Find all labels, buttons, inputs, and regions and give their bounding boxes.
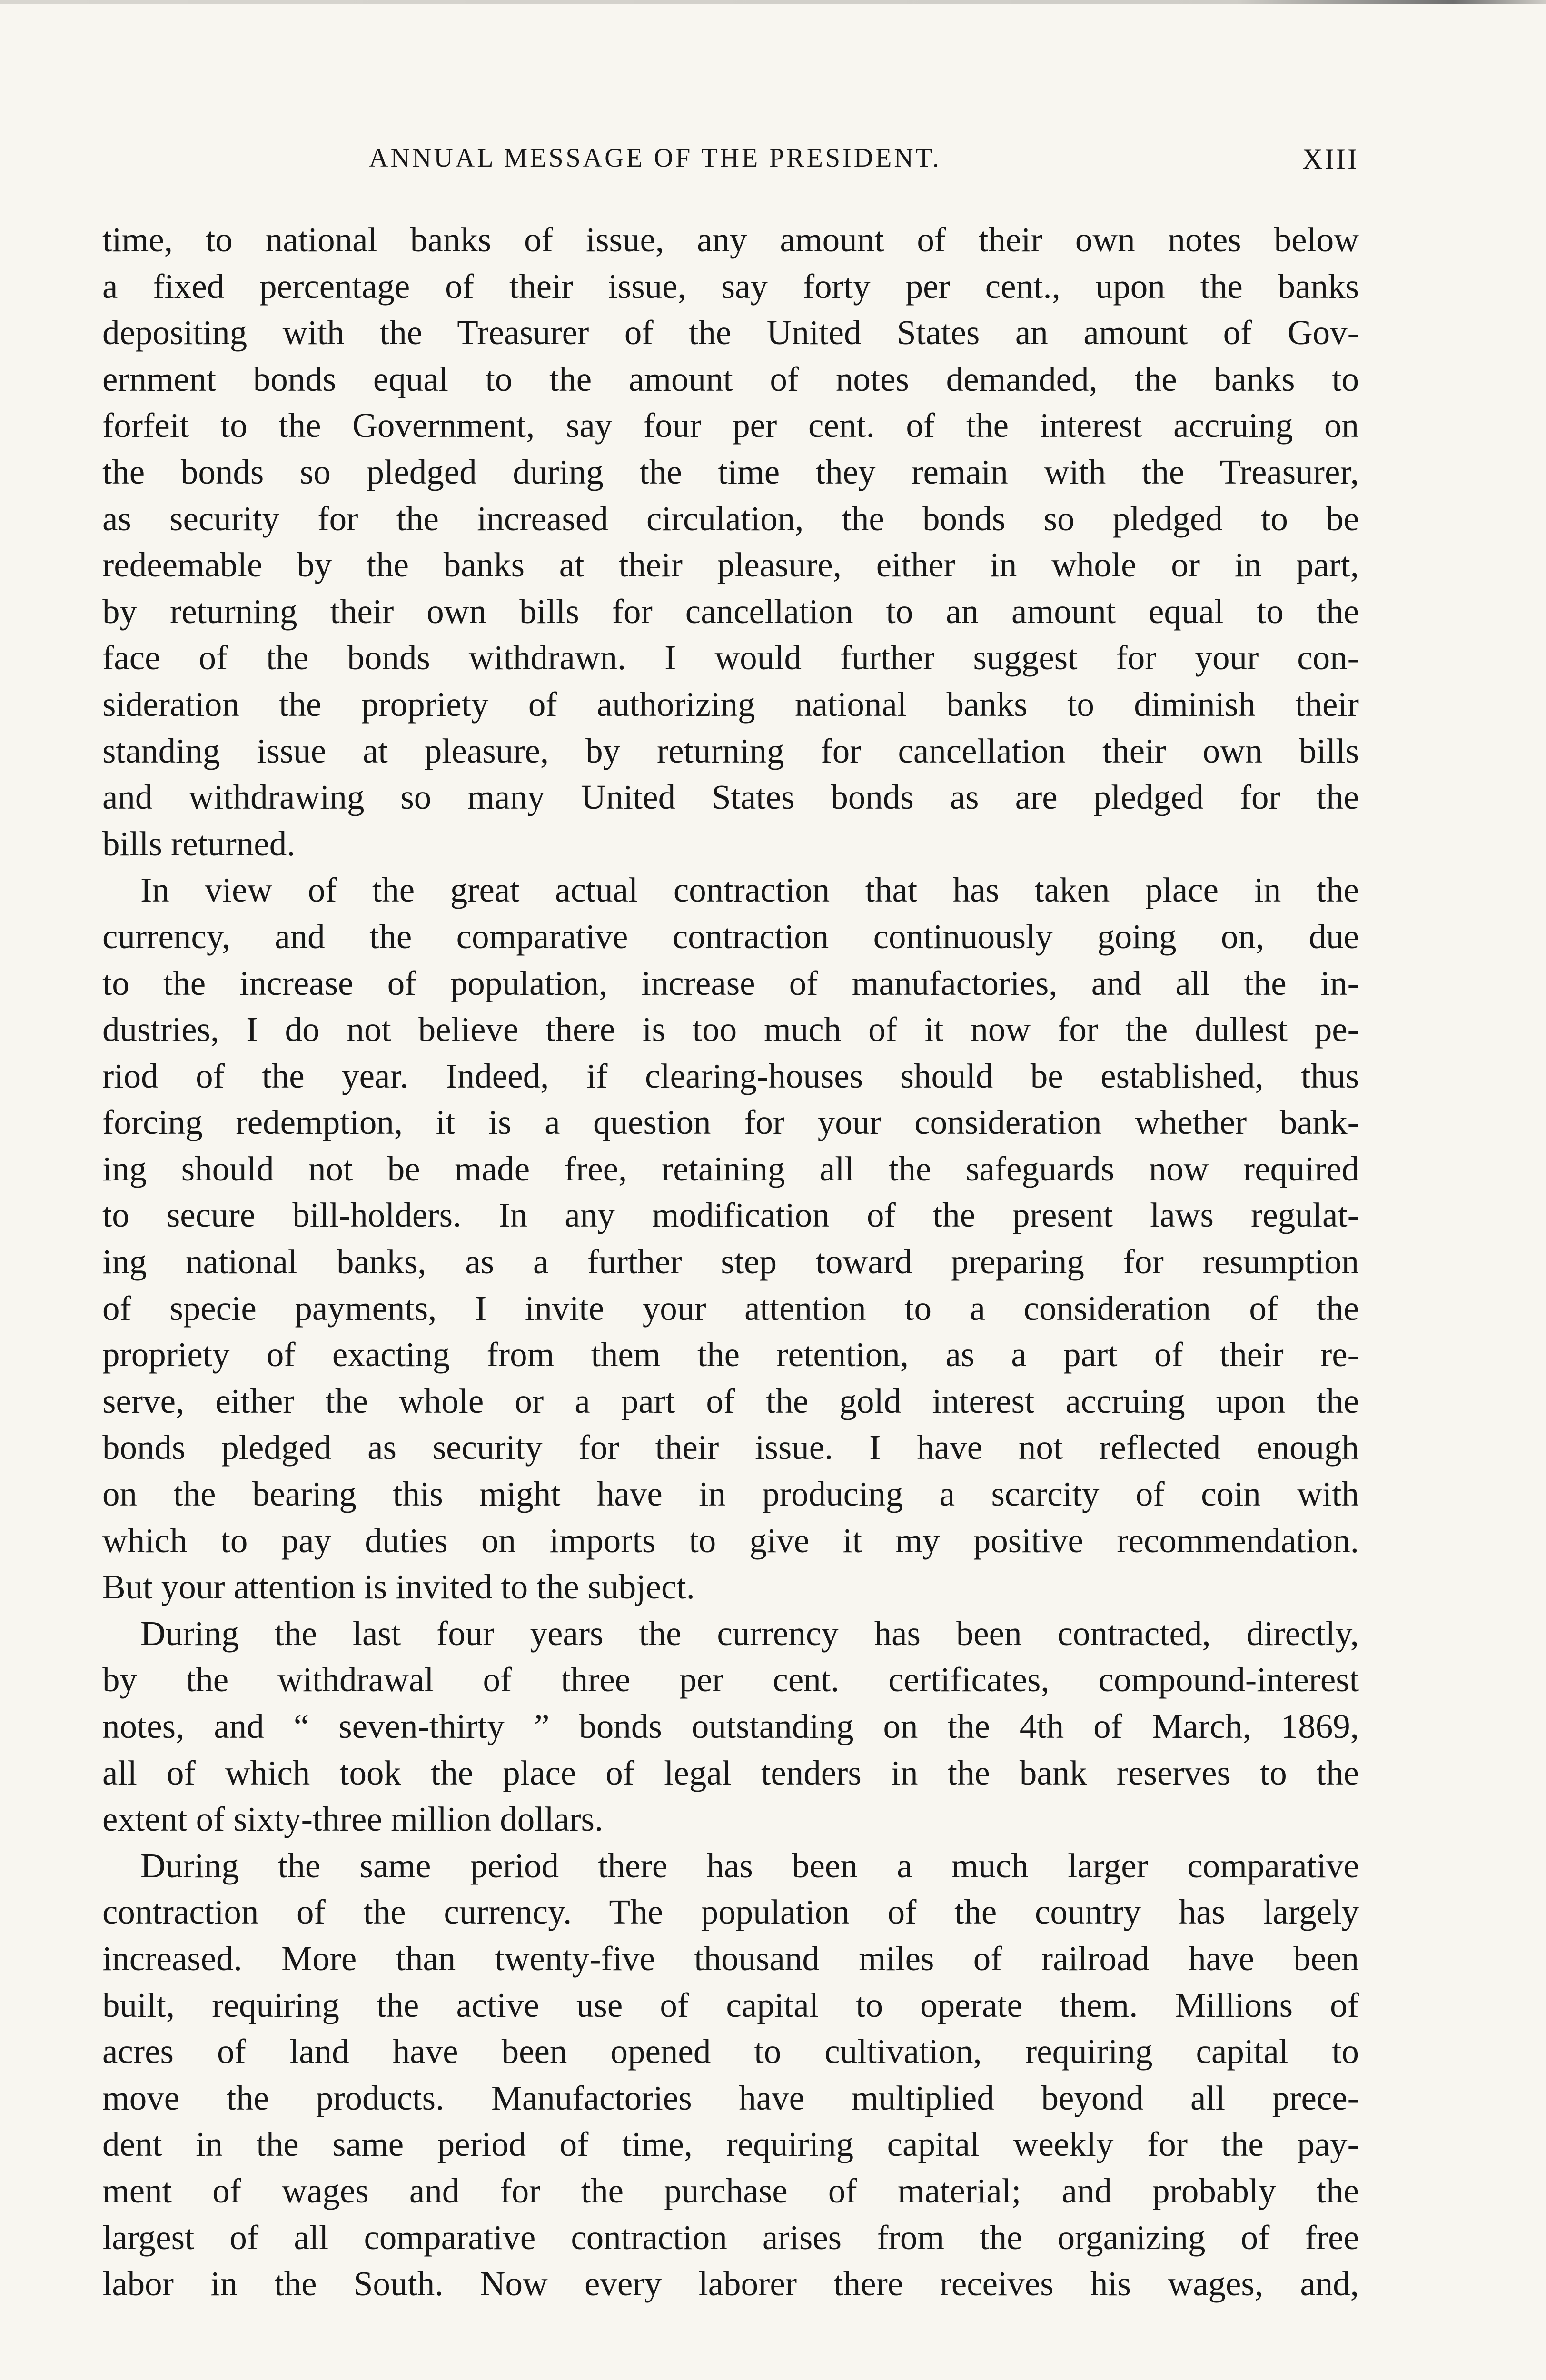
text-line: sideration the propriety of authorizing national banks to diminish their (102, 684, 1359, 724)
text-line: time, to national banks of issue, any amount of their own notes below (102, 220, 1359, 259)
text-line: all of which took the place of legal tenders in the bank reserves to the (102, 1753, 1359, 1792)
text-line: dustries, I do not believe there is too much of it now for the dullest pe- (102, 1010, 1359, 1049)
text-line: currency, and the comparative contraction continuously going on, due (102, 917, 1359, 956)
text-line: largest of all comparative contraction arises from the organizing of free (102, 2218, 1359, 2257)
text-line: which to pay duties on imports to give it my positive recommendation. (102, 1521, 1359, 1560)
text-line: forcing redemption, it is a question for your consideration whether bank- (102, 1103, 1359, 1142)
text-line: bonds pledged as security for their issue. I have not reflected enough (102, 1428, 1359, 1467)
scan-top-edge (0, 0, 1546, 4)
paragraph-4 (102, 1843, 1359, 2307)
text-line: propriety of exacting from them the retention, as a part of their re- (102, 1335, 1359, 1374)
text-line: to secure bill-holders. In any modification of the present laws regulat- (102, 1196, 1359, 1235)
text-line: and withdrawing so many United States bonds as are pledged for the (102, 778, 1359, 817)
paragraph-3 (102, 1610, 1359, 1843)
paragraph-1 (102, 217, 1359, 867)
text-line: by the withdrawal of three per cent. certificates, compound-interest (102, 1660, 1359, 1699)
text-line: ernment bonds equal to the amount of notes demanded, the banks to (102, 359, 1359, 398)
text-line: labor in the South. Now every laborer there receives his wages, and, (102, 2264, 1359, 2303)
text-line: ing national banks, as a further step toward preparing for resumption (102, 1242, 1359, 1281)
text-line: ment of wages and for the purchase of material; and probably the (102, 2171, 1359, 2210)
text-line: depositing with the Treasurer of the United States an amount of Gov- (102, 313, 1359, 352)
page-header (102, 143, 1359, 181)
text-line: serve, either the whole or a part of the gold interest accruing upon the (102, 1381, 1359, 1420)
text-line: contraction of the currency. The population of the country has largely (102, 1893, 1359, 1932)
paragraph-2 (102, 867, 1359, 1610)
text-line: notes, and “ seven-thirty ” bonds outstanding on the 4th of March, 1869, (102, 1707, 1359, 1745)
text-line: riod of the year. Indeed, if clearing-houses should be established, thus (102, 1056, 1359, 1095)
text-line: bills returned. (102, 824, 296, 863)
text-line: extent of sixty-three million dollars. (102, 1800, 604, 1839)
text-line: built, requiring the active use of capital to operate them. Millions of (102, 1985, 1359, 2024)
text-line: redeemable by the banks at their pleasure, either in whole or in part, (102, 545, 1359, 585)
text-line: increased. More than twenty-five thousand miles of railroad have been (102, 1939, 1359, 1978)
text-line: During the last four years the currency has been contracted, directly, (140, 1614, 1359, 1653)
text-line: In view of the great actual contraction that has taken place in the (140, 871, 1359, 910)
text-line: acres of land have been opened to cultivation, requiring capital to (102, 2032, 1359, 2071)
text-line: dent in the same period of time, requiring capital weekly for the pay- (102, 2125, 1359, 2164)
text-line: face of the bonds withdrawn. I would further suggest for your con- (102, 638, 1359, 677)
text-line: standing issue at pleasure, by returning for cancellation their own bills (102, 731, 1359, 770)
text-line: on the bearing this might have in producing a scarcity of coin with (102, 1475, 1359, 1514)
text-line: the bonds so pledged during the time they remain with the Treasurer, (102, 452, 1359, 491)
text-line: to the increase of population, increase of manufactories, and all the in- (102, 963, 1359, 1002)
text-line: ing should not be made free, retaining all the safeguards now required (102, 1149, 1359, 1188)
text-line: move the products. Manufactories have multiplied beyond all prece- (102, 2078, 1359, 2117)
text-line: forfeit to the Government, say four per cent. of the interest accruing on (102, 406, 1359, 445)
page-number: XIII (1302, 143, 1359, 175)
text-line: as security for the increased circulation, the bonds so pledged to be (102, 499, 1359, 538)
body-text (102, 217, 1359, 2307)
text-line: a fixed percentage of their issue, say forty per cent., upon the banks (102, 267, 1359, 306)
text-line: During the same period there has been a much larger comparative (140, 1846, 1359, 1885)
text-line: of specie payments, I invite your attention to a consideration of the (102, 1289, 1359, 1328)
text-line: by returning their own bills for cancellation to an amount equal to the (102, 592, 1359, 631)
running-title: ANNUAL MESSAGE OF THE PRESIDENT. (369, 143, 941, 173)
text-line: But your attention is invited to the subject. (102, 1567, 695, 1606)
